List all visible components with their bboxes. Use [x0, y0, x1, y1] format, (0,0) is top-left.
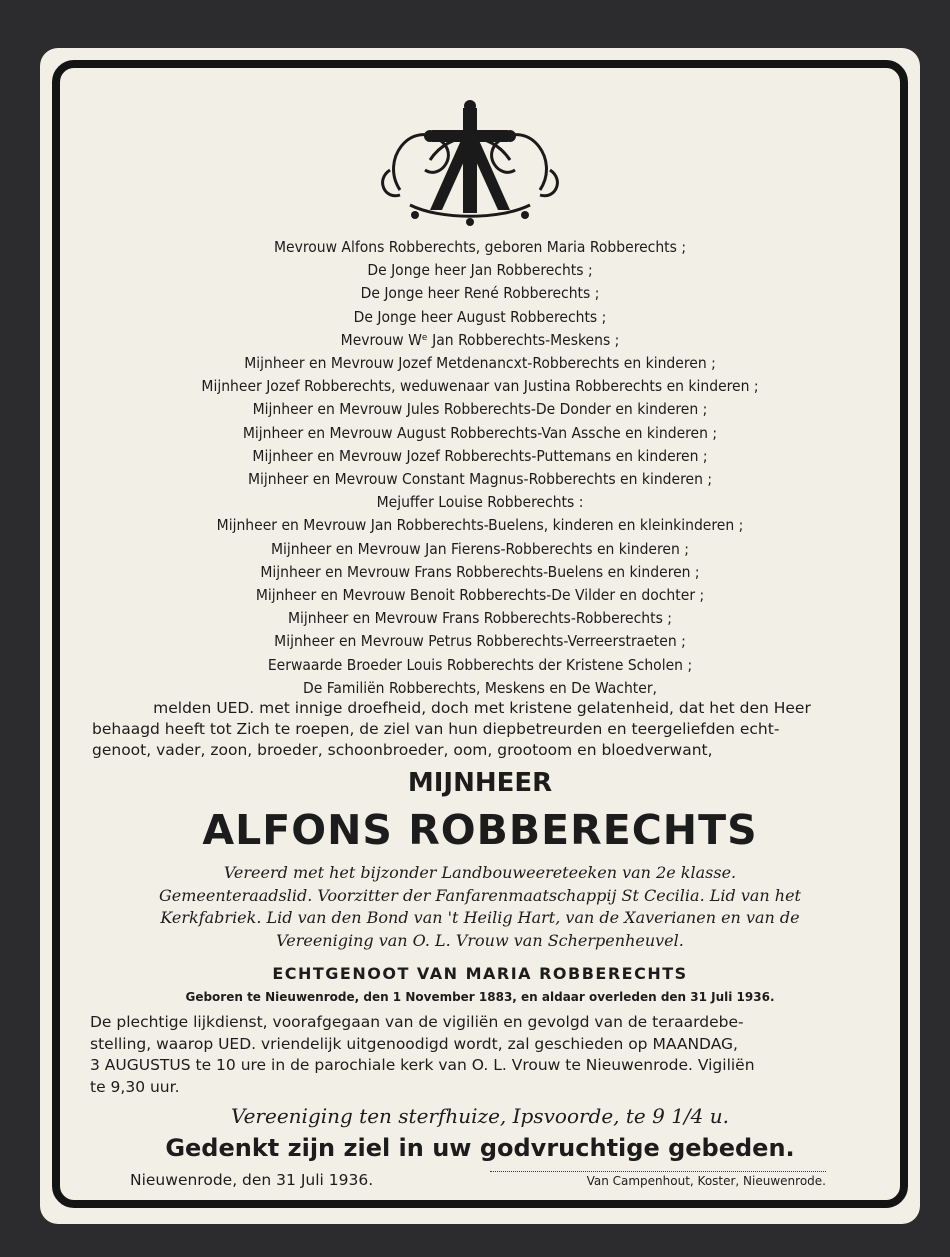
spouse-line: ECHTGENOOT VAN MARIA ROBBERECHTS — [272, 964, 688, 983]
mourner-line: Mijnheer en Mevrouw Jozef Robberechts-Puttemans en kinderen ; — [252, 446, 708, 465]
mourner-line: De Familiën Robberechts, Meskens en De Wachter, — [302, 678, 657, 697]
prayer-line: Gedenkt zijn ziel in uw godvruchtige gebeden. — [165, 1134, 795, 1162]
mourner-line: Mevrouw Alfons Robberechts, geboren Maria Robberechts ; — [273, 238, 687, 256]
mourner-line: Mijnheer en Mevrouw Frans Robberechts-Buelens en kinderen ; — [260, 562, 700, 581]
printer-credit: Van Campenhout, Koster, Nieuwenrode. — [490, 1171, 826, 1188]
deceased-name: ALFONS ROBBERECHTS — [202, 806, 758, 854]
mourner-line: De Jonge heer René Robberechts ; — [360, 284, 600, 303]
mourner-line: Mijnheer en Mevrouw Benoit Robberechts-De Vilder en dochter ; — [255, 586, 705, 605]
mourner-line: Mijnheer en Mevrouw Jules Robberechts-De Donder en kinderen ; — [252, 400, 708, 419]
mourner-line: Mijnheer en Mevrouw Jan Robberechts-Buelens, kinderen en kleinkinderen ; — [216, 516, 744, 535]
mourner-line: Eerwaarde Broeder Louis Robberechts der Kristene Scholen ; — [267, 655, 693, 674]
mourner-line: Mijnheer en Mevrouw Petrus Robberechts-Verreerstraeten ; — [274, 632, 686, 651]
funeral-service-paragraph — [90, 1012, 870, 1098]
service-line: stelling, waarop UED. vriendelijk uitgenoodigd wordt, zal geschieden op MAANDAG, — [90, 1034, 738, 1053]
announcement-line: behaagd heeft tot Zich te roepen, de ziel van hun diepbetreurden en teergeliefden echt- — [92, 720, 780, 738]
service-line: 3 AUGUSTUS te 10 ure in de parochiale kerk van O. L. Vrouw te Nieuwenrode. Vigiliën — [90, 1056, 755, 1074]
mourners-list — [60, 236, 900, 700]
honours-line: Vereerd met het bijzonder Landbouweereteeken van 2e klasse. — [223, 863, 737, 882]
honours-line: Kerkfabriek. Lid van den Bond van 't Heilig Hart, van de Xaverianen en van de — [160, 908, 800, 927]
mourner-line: Mejuffer Louise Robberechts : — [376, 493, 584, 512]
mourner-line: Mevrouw Wᵉ Jan Robberechts-Meskens ; — [340, 330, 620, 349]
announcement-line: genoot, vader, zoon, broeder, schoonbroeder, oom, grootoom en bloedverwant, — [92, 741, 713, 759]
honours-line: Gemeenteraadslid. Voorzitter der Fanfarenmaatschappij St Cecilia. Lid van het — [159, 885, 801, 905]
mourner-line: Mijnheer en Mevrouw Frans Robberechts-Robberechts ; — [288, 609, 672, 628]
cross-monogram-ornament — [370, 100, 570, 230]
announcement-paragraph — [92, 698, 872, 761]
mourner-line: Mijnheer en Mevrouw Jozef Metdenancxt-Robberechts en kinderen ; — [244, 354, 716, 373]
birth-death-line: Geboren te Nieuwenrode, den 1 November 1883, en aldaar overleden den 31 Juli 1936. — [185, 990, 775, 1004]
mourner-line: Mijnheer en Mevrouw August Robberechts-Van Assche en kinderen ; — [242, 423, 718, 442]
mourner-line: Mijnheer en Mevrouw Jan Fierens-Robberechts en kinderen ; — [271, 539, 689, 558]
honours-paragraph — [60, 862, 900, 952]
service-line: te 9,30 uur. — [90, 1077, 180, 1096]
mourner-line: De Jonge heer August Robberechts ; — [353, 307, 607, 326]
mourner-line: Mijnheer Jozef Robberechts, weduwenaar van Justina Robberechts en kinderen ; — [201, 377, 759, 396]
mourner-line: De Jonge heer Jan Robberechts ; — [367, 261, 593, 280]
gathering-line: Vereeniging ten sterfhuize, Ipsvoorde, te 9 1/4 u. — [230, 1104, 729, 1128]
mourner-line: Mijnheer en Mevrouw Constant Magnus-Robberechts en kinderen ; — [247, 470, 713, 489]
announcement-line: melden UED. met innige droefheid, doch met kristene gelatenheid, dat het den Heer — [153, 699, 811, 717]
honorific-title: MIJNHEER — [407, 768, 553, 798]
honours-line: Vereeniging van O. L. Vrouw van Scherpenheuvel. — [276, 930, 684, 950]
death-notice — [60, 68, 900, 1200]
place-date: Nieuwenrode, den 31 Juli 1936. — [130, 1171, 374, 1189]
service-line: De plechtige lijkdienst, voorafgegaan van de vigiliën en gevolgd van de teraardebe- — [90, 1013, 744, 1031]
